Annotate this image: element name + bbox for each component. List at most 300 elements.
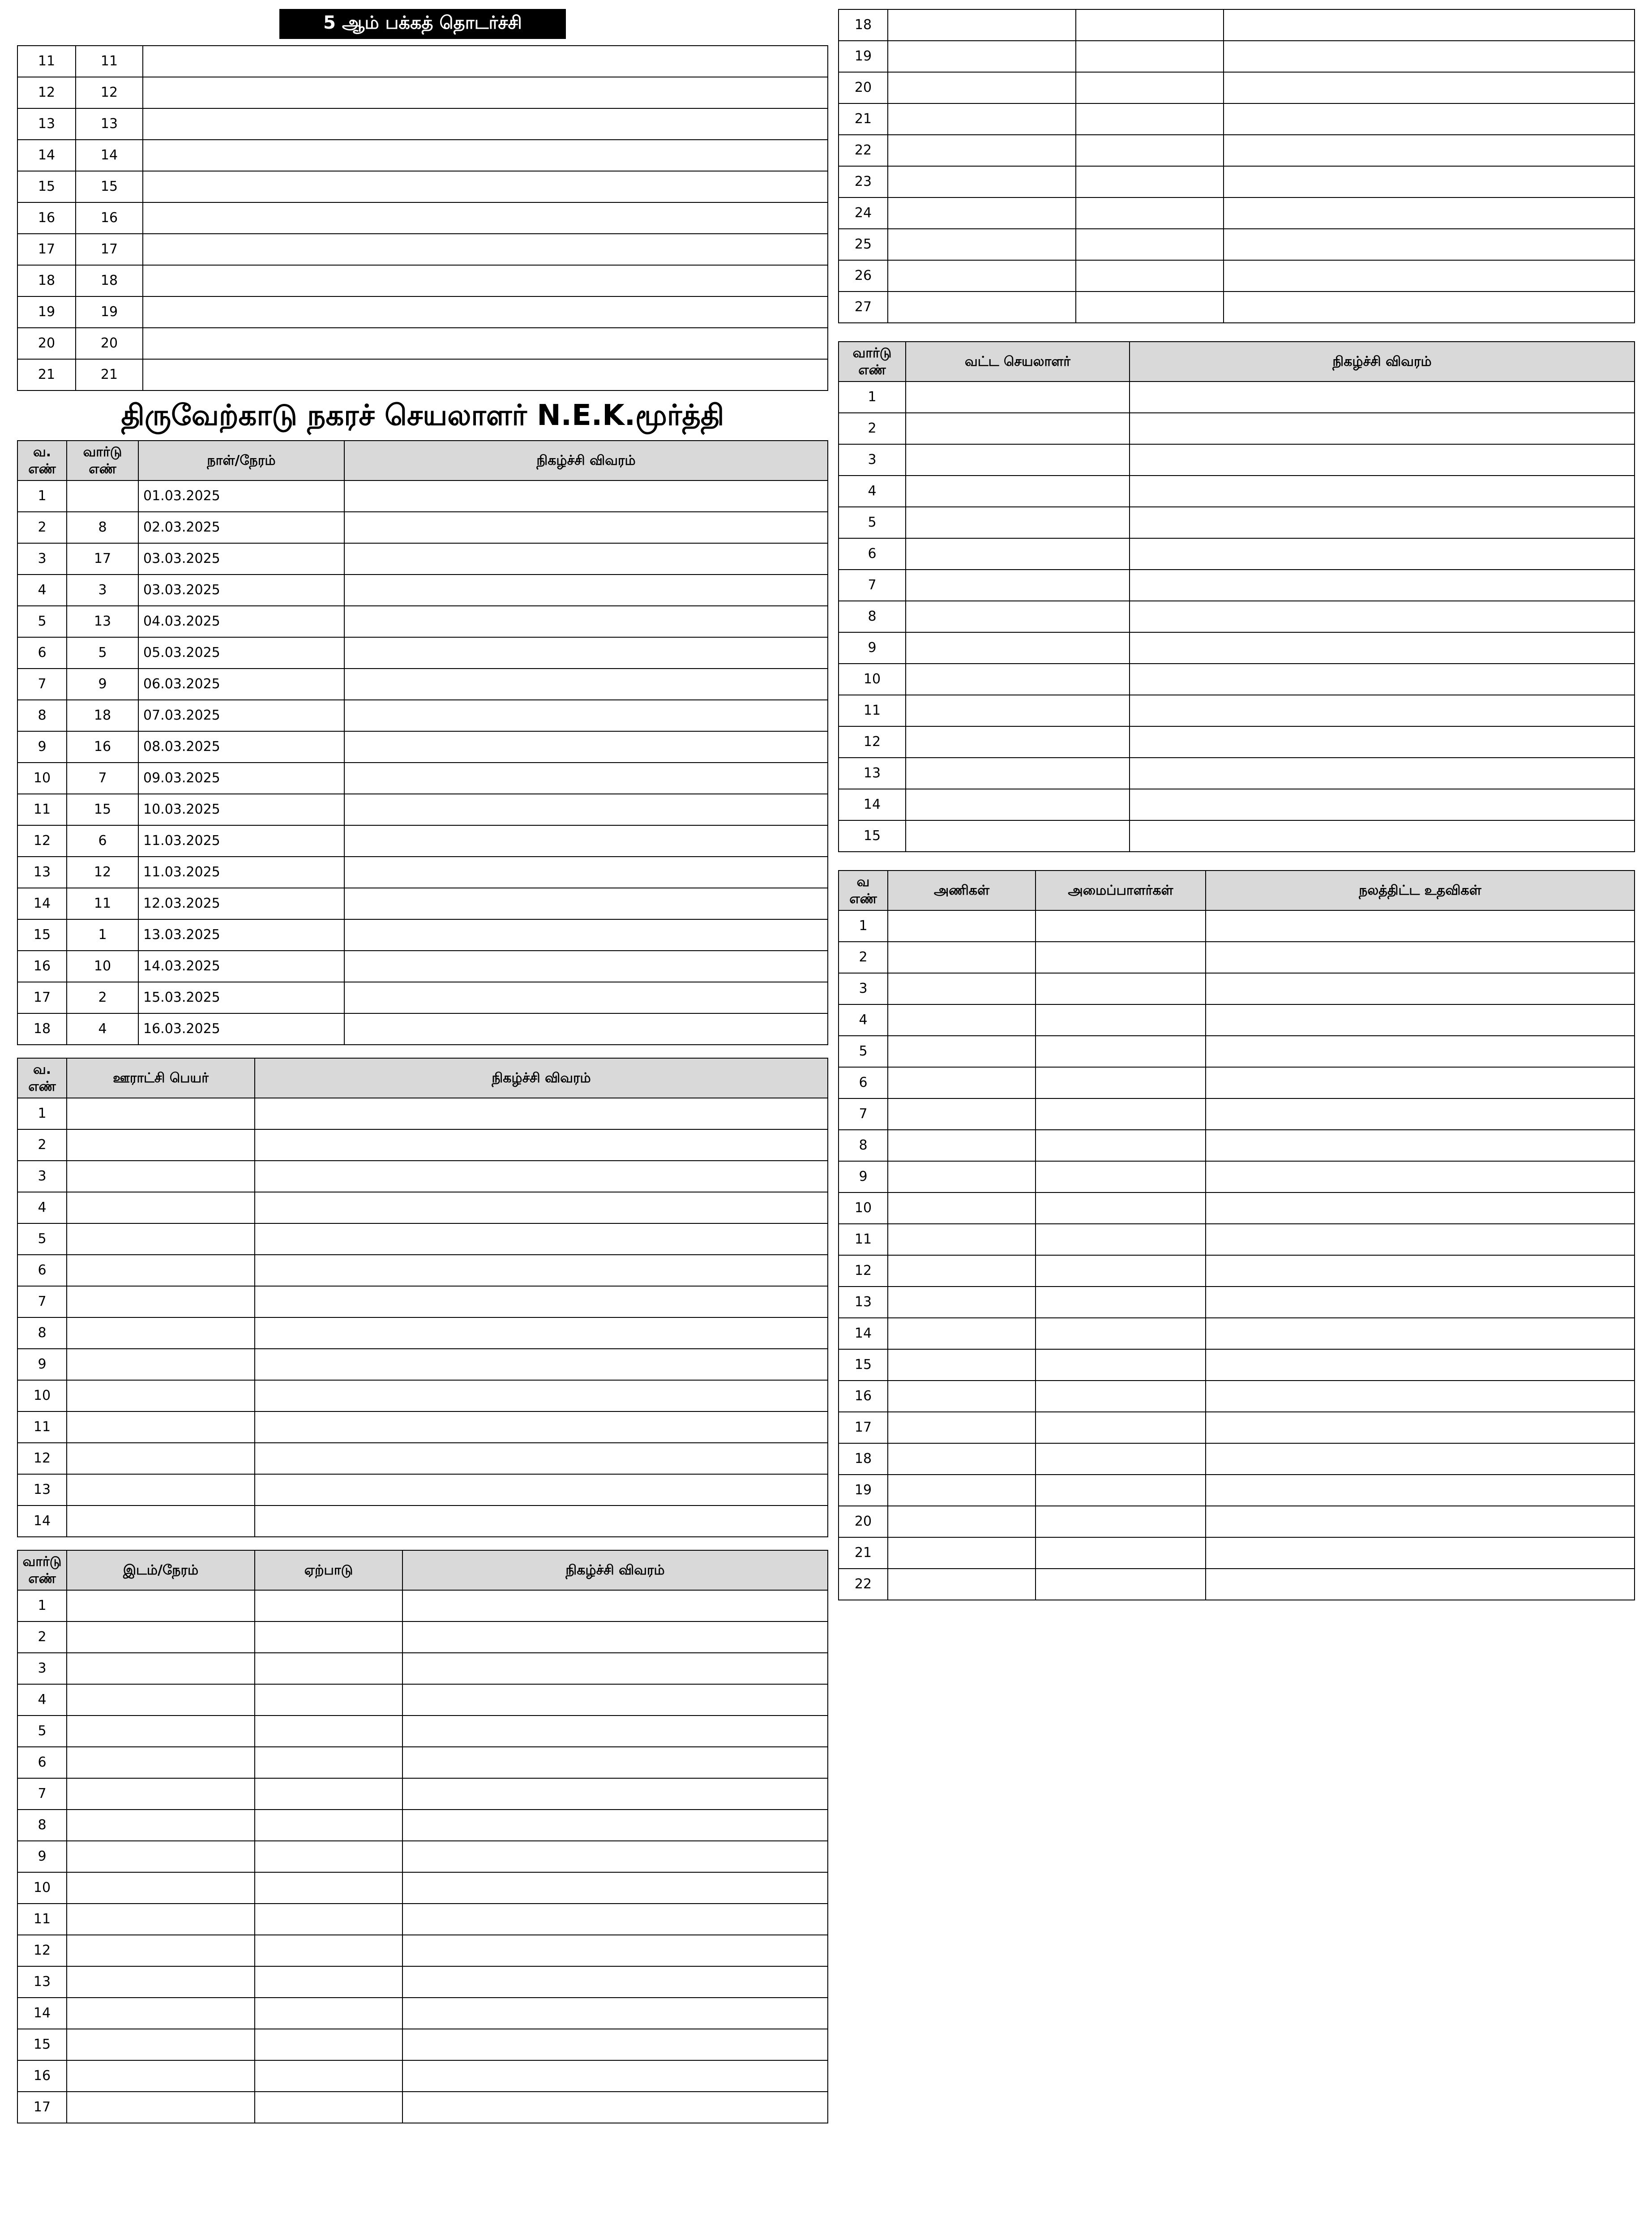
table-cell xyxy=(67,1621,255,1653)
table-cell xyxy=(255,1380,828,1411)
table-cell: 16 xyxy=(17,951,67,982)
table-cell: 4 xyxy=(17,1684,67,1716)
section-b-table xyxy=(17,1058,828,1537)
table-cell xyxy=(402,1590,828,1621)
table-cell xyxy=(906,444,1130,476)
table-cell: 11 xyxy=(17,1904,67,1935)
table-cell xyxy=(344,606,828,637)
table-cell xyxy=(888,1349,1036,1381)
table-cell xyxy=(255,1255,828,1286)
table-cell: 6 xyxy=(67,825,138,857)
table-row xyxy=(17,1013,828,1045)
table-cell: 8 xyxy=(17,1317,67,1349)
column-header: வட்ட செயலாளர் xyxy=(906,342,1130,382)
table-row xyxy=(17,1286,828,1317)
table-cell: 15 xyxy=(839,1349,888,1381)
table-row xyxy=(839,1192,1635,1224)
table-cell xyxy=(1224,197,1635,229)
table-row xyxy=(17,359,828,390)
table-cell xyxy=(1130,632,1635,664)
table-cell xyxy=(888,1098,1036,1130)
table-row xyxy=(17,825,828,857)
table-row xyxy=(839,413,1635,444)
table-cell: 10 xyxy=(17,763,67,794)
table-cell: 05.03.2025 xyxy=(138,637,344,669)
table-row xyxy=(17,2029,828,2060)
table-cell xyxy=(888,103,1076,135)
table-cell xyxy=(1076,197,1224,229)
table-cell: 14 xyxy=(17,140,76,171)
table-cell xyxy=(67,1778,255,1810)
table-cell: 03.03.2025 xyxy=(138,543,344,575)
table-row xyxy=(17,1872,828,1904)
table-row xyxy=(17,1317,828,1349)
table-cell xyxy=(1206,1224,1635,1255)
section-d-table xyxy=(838,341,1635,852)
table-row xyxy=(17,1998,828,2029)
table-cell: 15 xyxy=(17,2029,67,2060)
table-cell xyxy=(1206,1004,1635,1036)
table-row xyxy=(17,731,828,763)
table-cell: 20 xyxy=(17,328,76,359)
table-cell: 11.03.2025 xyxy=(138,857,344,888)
table-cell xyxy=(906,758,1130,789)
table-cell: 1 xyxy=(17,1590,67,1621)
table-cell xyxy=(67,1474,255,1506)
table-row xyxy=(17,234,828,265)
table-cell xyxy=(888,1287,1036,1318)
table-cell xyxy=(1206,1506,1635,1537)
table-row xyxy=(17,543,828,575)
table-cell: 27 xyxy=(839,292,888,323)
table-cell: 2 xyxy=(839,413,906,444)
table-cell: 1 xyxy=(67,919,138,951)
table-cell xyxy=(888,1537,1036,1569)
table-row xyxy=(839,1161,1635,1192)
table-cell: 4 xyxy=(839,1004,888,1036)
table-cell: 03.03.2025 xyxy=(138,575,344,606)
table-cell: 6 xyxy=(839,538,906,570)
table-cell xyxy=(67,1223,255,1255)
table-cell: 6 xyxy=(17,1255,67,1286)
table-cell xyxy=(67,1747,255,1778)
section-e-table xyxy=(838,870,1635,1600)
table-cell: 20 xyxy=(839,1506,888,1537)
table-cell xyxy=(402,1935,828,1966)
table-cell xyxy=(67,1129,255,1161)
table-cell: 22 xyxy=(839,135,888,166)
table-cell xyxy=(67,1872,255,1904)
table-cell xyxy=(143,46,828,77)
table-cell xyxy=(1130,507,1635,538)
table-cell xyxy=(67,1161,255,1192)
table-cell xyxy=(1036,1569,1206,1600)
table-cell xyxy=(888,1506,1036,1537)
table-cell xyxy=(1130,476,1635,507)
column-header: ஊராட்சி பெயர் xyxy=(67,1058,255,1098)
table-cell xyxy=(402,1621,828,1653)
table-cell xyxy=(67,1904,255,1935)
table-cell xyxy=(1206,1255,1635,1287)
table-cell: 9 xyxy=(17,1841,67,1872)
table-cell xyxy=(1206,1537,1635,1569)
table-cell: 5 xyxy=(839,1036,888,1067)
table-row xyxy=(17,1653,828,1684)
table-cell xyxy=(143,202,828,234)
table-cell xyxy=(906,820,1130,852)
table-cell: 18 xyxy=(839,1443,888,1475)
table-cell xyxy=(255,1474,828,1506)
table-row xyxy=(17,1380,828,1411)
table-cell xyxy=(1206,1443,1635,1475)
table-cell xyxy=(402,1904,828,1935)
table-cell xyxy=(1036,942,1206,973)
table-cell xyxy=(344,731,828,763)
table-cell xyxy=(1130,538,1635,570)
table-cell xyxy=(344,982,828,1013)
column-header: நிகழ்ச்சி விவரம் xyxy=(402,1550,828,1590)
table-row xyxy=(839,942,1635,973)
table-cell xyxy=(888,9,1076,41)
table-row xyxy=(17,700,828,731)
table-cell: 9 xyxy=(17,731,67,763)
table-cell: 4 xyxy=(17,575,67,606)
table-cell: 14 xyxy=(839,1318,888,1349)
table-1 xyxy=(17,45,828,391)
table-cell xyxy=(906,695,1130,726)
table-cell xyxy=(1130,695,1635,726)
table-cell xyxy=(402,1684,828,1716)
table-cell xyxy=(906,570,1130,601)
table-cell: 21 xyxy=(76,359,143,390)
table-cell: 21 xyxy=(839,1537,888,1569)
table-cell: 3 xyxy=(17,1161,67,1192)
table-cell xyxy=(402,1966,828,1998)
table-cell: 19 xyxy=(76,296,143,328)
table-cell xyxy=(344,763,828,794)
table-cell: 1 xyxy=(839,382,906,413)
table-cell: 3 xyxy=(17,1653,67,1684)
table-cell: 20 xyxy=(839,72,888,103)
table-row xyxy=(839,9,1635,41)
table-cell xyxy=(1036,1161,1206,1192)
table-cell xyxy=(1036,1506,1206,1537)
table-row xyxy=(17,296,828,328)
table-cell xyxy=(255,1872,402,1904)
table-cell xyxy=(143,265,828,296)
table-cell xyxy=(1036,1192,1206,1224)
table-cell: 17 xyxy=(67,543,138,575)
table-cell: 14 xyxy=(17,1998,67,2029)
table-row xyxy=(839,820,1635,852)
table-cell xyxy=(1036,1381,1206,1412)
table-row xyxy=(17,1747,828,1778)
section-d-title xyxy=(838,323,1635,336)
table-cell: 1 xyxy=(17,480,67,512)
table-cell: 22 xyxy=(839,1569,888,1600)
table-row xyxy=(839,1537,1635,1569)
table-cell xyxy=(888,292,1076,323)
table-cell: 12 xyxy=(17,1443,67,1474)
table-cell: 15.03.2025 xyxy=(138,982,344,1013)
table-row xyxy=(839,444,1635,476)
table-row xyxy=(839,382,1635,413)
table-cell xyxy=(402,1998,828,2029)
table-row xyxy=(839,229,1635,260)
table-cell: 09.03.2025 xyxy=(138,763,344,794)
table-cell xyxy=(888,1381,1036,1412)
table-row xyxy=(17,763,828,794)
table-cell: 5 xyxy=(17,1716,67,1747)
table-cell: 21 xyxy=(839,103,888,135)
table-row xyxy=(17,982,828,1013)
table-row xyxy=(839,1475,1635,1506)
table-row xyxy=(17,328,828,359)
table-cell: 16 xyxy=(839,1381,888,1412)
table-cell xyxy=(1036,1287,1206,1318)
table-row xyxy=(17,919,828,951)
table-cell: 23 xyxy=(839,166,888,197)
table-cell xyxy=(255,1349,828,1380)
table-cell: 13.03.2025 xyxy=(138,919,344,951)
table-cell xyxy=(255,1590,402,1621)
table-cell xyxy=(1130,570,1635,601)
table-cell xyxy=(67,1998,255,2029)
table-cell xyxy=(344,794,828,825)
table-cell xyxy=(906,726,1130,758)
table-cell xyxy=(888,1224,1036,1255)
table-row xyxy=(17,1161,828,1192)
table-row xyxy=(839,1349,1635,1381)
table-cell xyxy=(1224,72,1635,103)
table-cell: 11 xyxy=(17,46,76,77)
table-row xyxy=(839,789,1635,820)
table-cell: 13 xyxy=(67,606,138,637)
table-row xyxy=(17,1716,828,1747)
table-row xyxy=(839,166,1635,197)
table-cell xyxy=(1076,135,1224,166)
table-cell: 18 xyxy=(17,1013,67,1045)
table-cell xyxy=(67,1841,255,1872)
table-cell xyxy=(67,1590,255,1621)
table-cell: 11 xyxy=(67,888,138,919)
table-cell xyxy=(906,664,1130,695)
table-cell xyxy=(67,1506,255,1537)
table-cell xyxy=(255,1223,828,1255)
table-row xyxy=(839,507,1635,538)
table-cell: 9 xyxy=(67,669,138,700)
table-row xyxy=(839,1067,1635,1098)
table-cell xyxy=(1036,1537,1206,1569)
table-cell: 15 xyxy=(839,820,906,852)
table-cell xyxy=(888,1443,1036,1475)
table-cell: 17 xyxy=(17,2092,67,2123)
table-row xyxy=(17,1684,828,1716)
table-cell xyxy=(906,507,1130,538)
table-cell xyxy=(1224,135,1635,166)
table-cell: 5 xyxy=(839,507,906,538)
table-cell: 5 xyxy=(17,606,67,637)
table-cell xyxy=(906,413,1130,444)
table-row xyxy=(839,292,1635,323)
table-cell: 13 xyxy=(17,857,67,888)
table-cell: 15 xyxy=(17,919,67,951)
table-row xyxy=(17,1506,828,1537)
table-cell: 01.03.2025 xyxy=(138,480,344,512)
table-cell: 08.03.2025 xyxy=(138,731,344,763)
table-cell: 6 xyxy=(839,1067,888,1098)
table-cell xyxy=(888,1004,1036,1036)
table-cell xyxy=(1130,413,1635,444)
table-cell xyxy=(255,1684,402,1716)
table-cell: 8 xyxy=(17,1810,67,1841)
table-cell: 18 xyxy=(839,9,888,41)
table-cell: 06.03.2025 xyxy=(138,669,344,700)
table-row xyxy=(17,140,828,171)
table-cell xyxy=(906,538,1130,570)
table-cell xyxy=(1206,973,1635,1004)
table-cell: 17 xyxy=(17,982,67,1013)
table-row xyxy=(17,480,828,512)
table-cell: 12 xyxy=(17,77,76,108)
table-cell: 17 xyxy=(839,1412,888,1443)
column-header: நலத்திட்ட உதவிகள் xyxy=(1206,871,1635,910)
column-header: ஏற்பாடு xyxy=(255,1550,402,1590)
table-cell xyxy=(67,1653,255,1684)
table-cell xyxy=(1076,292,1224,323)
table-cell: 10.03.2025 xyxy=(138,794,344,825)
table-cell xyxy=(1076,72,1224,103)
table-cell: 2 xyxy=(17,1129,67,1161)
table-row xyxy=(839,726,1635,758)
table-row xyxy=(17,1778,828,1810)
table-cell xyxy=(255,1129,828,1161)
table-row xyxy=(839,1287,1635,1318)
table-cell: 8 xyxy=(839,1130,888,1161)
table-cell xyxy=(255,2092,402,2123)
table-cell xyxy=(255,1841,402,1872)
table-cell xyxy=(888,41,1076,72)
table-cell xyxy=(67,1443,255,1474)
table-cell: 24 xyxy=(839,197,888,229)
table-row xyxy=(17,1192,828,1223)
table-cell xyxy=(1036,1004,1206,1036)
table-cell xyxy=(255,1192,828,1223)
table-cell xyxy=(1206,1475,1635,1506)
table-cell xyxy=(888,1192,1036,1224)
table-cell: 11 xyxy=(839,1224,888,1255)
table-cell: 18 xyxy=(17,265,76,296)
table-cell: 20 xyxy=(76,328,143,359)
table-cell: 6 xyxy=(17,1747,67,1778)
table-row xyxy=(839,41,1635,72)
section-b-title xyxy=(17,1045,828,1058)
table-cell xyxy=(344,480,828,512)
table-row xyxy=(17,575,828,606)
table-cell xyxy=(1130,820,1635,852)
table-cell xyxy=(255,1317,828,1349)
table-cell: 4 xyxy=(839,476,906,507)
table-cell xyxy=(1224,260,1635,292)
table-row xyxy=(17,1255,828,1286)
table-row xyxy=(839,1036,1635,1067)
table-cell: 16.03.2025 xyxy=(138,1013,344,1045)
table-cell: 10 xyxy=(17,1380,67,1411)
table-cell xyxy=(402,2060,828,2092)
table-top-right xyxy=(838,9,1635,323)
table-cell: 18 xyxy=(67,700,138,731)
table-cell xyxy=(1076,260,1224,292)
table-cell xyxy=(255,1716,402,1747)
table-row xyxy=(839,695,1635,726)
table-cell xyxy=(1224,9,1635,41)
table-cell xyxy=(344,825,828,857)
table-cell xyxy=(1224,292,1635,323)
table-row xyxy=(17,77,828,108)
section-c-table xyxy=(17,1550,828,2123)
table-cell xyxy=(1036,1349,1206,1381)
table-row xyxy=(17,108,828,140)
table-cell xyxy=(1036,1067,1206,1098)
table-cell: 8 xyxy=(839,601,906,632)
column-header: வ எண் xyxy=(839,871,888,910)
table-row xyxy=(17,2092,828,2123)
table-cell: 7 xyxy=(67,763,138,794)
table-cell xyxy=(67,1349,255,1380)
table-cell: 9 xyxy=(839,1161,888,1192)
table-cell xyxy=(1224,229,1635,260)
table-row xyxy=(839,1318,1635,1349)
column-header: நிகழ்ச்சி விவரம் xyxy=(1130,342,1635,382)
table-cell: 12 xyxy=(839,1255,888,1287)
table-cell xyxy=(906,476,1130,507)
table-cell xyxy=(67,1716,255,1747)
table-row xyxy=(839,197,1635,229)
table-row xyxy=(17,265,828,296)
table-cell xyxy=(1036,1475,1206,1506)
table-row xyxy=(17,1841,828,1872)
table-cell xyxy=(1206,910,1635,942)
table-cell xyxy=(906,632,1130,664)
table-cell xyxy=(1206,1067,1635,1098)
table-cell xyxy=(255,1810,402,1841)
table-cell xyxy=(344,857,828,888)
table-cell: 12 xyxy=(839,726,906,758)
table-cell xyxy=(1206,1318,1635,1349)
table-row xyxy=(839,664,1635,695)
table-cell: 10 xyxy=(67,951,138,982)
table-cell: 2 xyxy=(17,512,67,543)
table-row xyxy=(17,512,828,543)
table-row xyxy=(839,260,1635,292)
table-cell: 4 xyxy=(67,1013,138,1045)
table-cell xyxy=(143,108,828,140)
table-row xyxy=(839,1098,1635,1130)
table-cell xyxy=(888,1130,1036,1161)
table-row xyxy=(839,1506,1635,1537)
table-cell xyxy=(1036,1098,1206,1130)
table-cell xyxy=(888,197,1076,229)
table-cell xyxy=(67,1255,255,1286)
table-cell xyxy=(402,2029,828,2060)
table-cell: 19 xyxy=(17,296,76,328)
table-cell: 7 xyxy=(17,1778,67,1810)
table-cell xyxy=(255,1506,828,1537)
table-cell xyxy=(1206,1161,1635,1192)
section-d-subtitle xyxy=(838,336,1635,341)
table-cell xyxy=(1206,1381,1635,1412)
table-cell: 04.03.2025 xyxy=(138,606,344,637)
